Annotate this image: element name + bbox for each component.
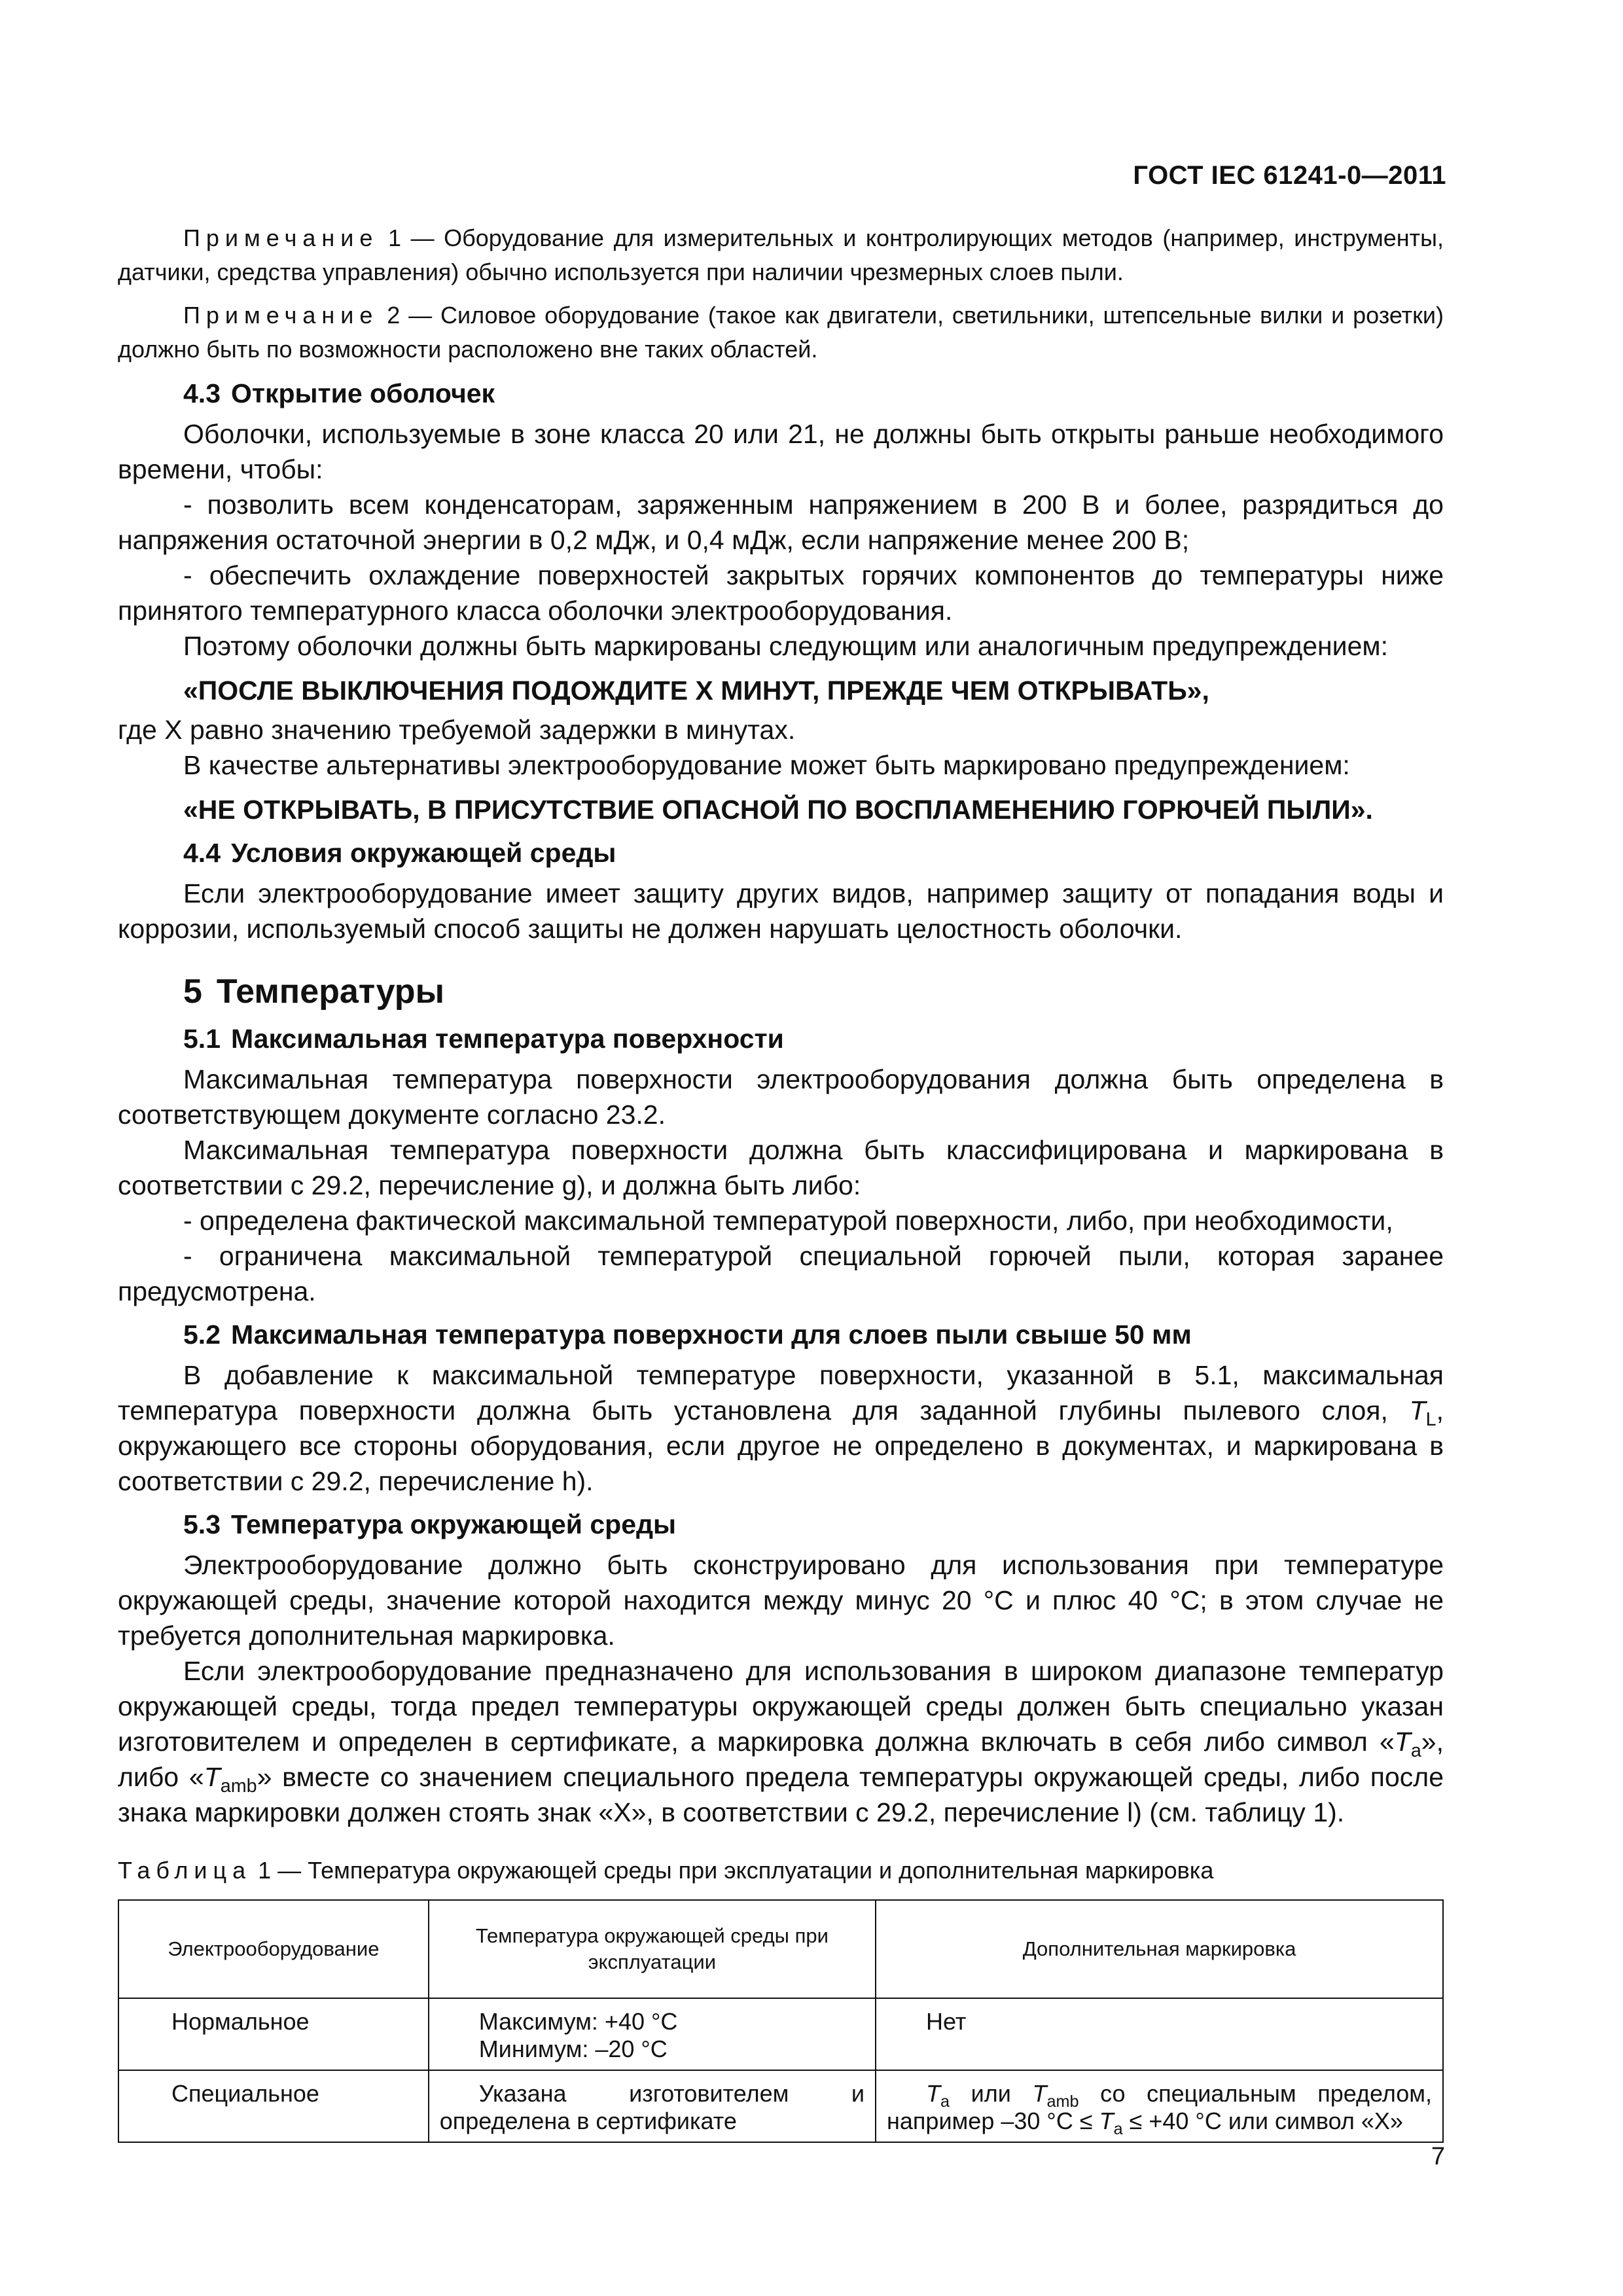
caption-text: 1 — Температура окружающей среды при эксплуатации и дополнительная маркировка xyxy=(251,1857,1214,1884)
paragraph: Максимальная температура поверхности должна быть классифицирована и маркирована в соответствии с 29.2, перечисление g), и должна быть либо: xyxy=(118,1135,1444,1200)
text-run: Если электрооборудование предназначено для использования в широком диапазоне температур окружающей среды, тогда предел температуры окружающей среды должен быть специально указан изготовителем и определен в сертификате, а маркировка должна включать в себя либо символ « xyxy=(118,1656,1444,1757)
table-cell: Указана изготовителем и определена в сертификате xyxy=(429,2070,876,2142)
table-cell: Нормальное xyxy=(118,1998,429,2070)
paragraph xyxy=(118,1357,1444,1499)
text-run: или xyxy=(950,2080,1033,2107)
chapter-title: Температуры xyxy=(216,973,444,1011)
section-heading-5-1 xyxy=(118,1021,1444,1056)
text-run: ≤ +40 °С или символ «X» xyxy=(1122,2108,1403,2134)
text-run: В добавление к максимальной температуре поверхности, указанной в 5.1, максимальная температура поверхности должна быть установлена для заданной глубины пылевого слоя, xyxy=(118,1360,1444,1426)
section-heading-4-4 xyxy=(118,835,1444,870)
subscript-l: L xyxy=(1425,1409,1436,1431)
page-number: 7 xyxy=(1431,2143,1445,2170)
warning-text-2: «НЕ ОТКРЫВАТЬ, В ПРИСУТСТВИЕ ОПАСНОЙ ПО ВОСПЛАМЕНЕНИЮ ГОРЮЧЕЙ ПЫЛИ». xyxy=(183,795,1373,825)
paragraph: В качестве альтернативы электрооборудование может быть маркировано предупреждением: xyxy=(183,750,1350,780)
cell-line: Максимум: +40 °С xyxy=(478,2008,678,2035)
list-item: - определена фактической максимальной температурой поверхности, либо, при необходимости, xyxy=(183,1206,1393,1236)
section-number: 5.2 xyxy=(183,1319,221,1350)
text-run: » вместе со значением специального предела температуры окружающей среды, либо после знака маркировки должен стоять знак «X», в соответствии с 29.2, перечисление l) (см. таблицу 1). xyxy=(118,1762,1444,1827)
table-cell: Нет xyxy=(876,1998,1443,2070)
warning-text-1: «ПОСЛЕ ВЫКЛЮЧЕНИЯ ПОДОЖДИТЕ X МИНУТ, ПРЕЖДЕ ЧЕМ ОТКРЫВАТЬ», xyxy=(183,675,1209,706)
table-header-row xyxy=(118,1900,1443,1998)
table-cell: Специальное xyxy=(118,2070,429,2142)
paragraph: Поэтому оболочки должны быть маркированы следующим или аналогичным предупреждением: xyxy=(183,631,1388,661)
list-item: - обеспечить охлаждение поверхностей закрытых горячих компонентов до температуры ниже принятого температурного класса оболочки электрооборудования. xyxy=(118,560,1444,626)
table-caption xyxy=(118,1855,1444,1886)
section-number: 4.4 xyxy=(183,838,221,868)
section-number: 4.3 xyxy=(183,378,221,408)
ambient-temperature-table xyxy=(118,1899,1444,2143)
chapter-heading-5 xyxy=(118,970,1444,1013)
subscript-a: a xyxy=(1113,2120,1123,2139)
note-label: Примечание xyxy=(183,224,379,251)
subscript-a: a xyxy=(1410,1740,1421,1762)
text-run: », либо « xyxy=(118,1727,1444,1792)
section-title: Температура окружающей среды xyxy=(231,1509,677,1539)
section-title: Максимальная температура поверхности xyxy=(231,1024,784,1054)
symbol-t: T xyxy=(1409,1395,1426,1426)
table-cell xyxy=(429,1998,876,2070)
document-body xyxy=(118,221,1444,2143)
symbol-t: T xyxy=(1099,2108,1114,2134)
note-2 xyxy=(118,298,1444,367)
paragraph: Электрооборудование должно быть сконструировано для использования при температуре окружающей среды, значение которой находится между минус 20 °С и плюс 40 °С; в этом случае не требуется дополнительная маркировка. xyxy=(118,1550,1444,1651)
table-cell xyxy=(876,2070,1443,2142)
section-title: Открытие оболочек xyxy=(231,378,495,408)
section-number: 5.1 xyxy=(183,1024,221,1054)
section-title: Максимальная температура поверхности для слоев пыли свыше 50 мм xyxy=(231,1319,1192,1350)
section-heading-5-2 xyxy=(118,1317,1444,1352)
section-number: 5.3 xyxy=(183,1509,221,1539)
section-title: Условия окружающей среды xyxy=(231,838,616,868)
list-item: - ограничена максимальной температурой специальной горючей пыли, которая заранее предусмотрена. xyxy=(118,1241,1444,1306)
table-row xyxy=(118,2070,1443,2142)
chapter-number: 5 xyxy=(183,973,202,1011)
note-text: 2 — Силовое оборудование (такое как двигатели, светильники, штепсельные вилки и розетки) должно быть по возможности расположено вне таких областей. xyxy=(118,302,1444,363)
subscript-amb: amb xyxy=(220,1776,257,1797)
column-header: Дополнительная маркировка xyxy=(876,1900,1443,1998)
note-1 xyxy=(118,221,1444,289)
paragraph: где X равно значению требуемой задержки в минутах. xyxy=(118,715,796,745)
paragraph: Максимальная температура поверхности электрооборудования должна быть определена в соответствующем документе согласно 23.2. xyxy=(118,1064,1444,1130)
subscript-amb: amb xyxy=(1046,2092,1079,2111)
symbol-t: T xyxy=(204,1762,221,1792)
cell-line: Минимум: –20 °С xyxy=(478,2036,668,2062)
symbol-t: T xyxy=(1032,2080,1047,2107)
column-header: Температура окружающей среды при эксплуатации xyxy=(429,1900,876,1998)
note-text: 1 — Оборудование для измерительных и контролирующих методов (например, инструменты, датчики, средства управления) обычно используется при наличии чрезмерных слоев пыли. xyxy=(118,224,1444,285)
paragraph: Если электрооборудование имеет защиту других видов, например защиту от попадания воды и коррозии, используемый способ защиты не должен нарушать целостность оболочки. xyxy=(118,878,1444,944)
page-header: ГОСТ IEC 61241-0—2011 xyxy=(1133,161,1446,190)
section-heading-5-3 xyxy=(118,1507,1444,1542)
paragraph xyxy=(118,1653,1444,1830)
symbol-t: T xyxy=(926,2080,941,2107)
column-header: Электрооборудование xyxy=(118,1900,429,1998)
subscript-a: a xyxy=(940,2092,950,2111)
paragraph: Оболочки, используемые в зоне класса 20 или 21, не должны быть открыты раньше необходимого времени, чтобы: xyxy=(118,419,1444,484)
caption-label: Таблица xyxy=(118,1857,252,1884)
list-item: - позволить всем конденсаторам, заряженным напряжением в 200 В и более, разрядиться до напряжения остаточной энергии в 0,2 мДж, и 0,4 мДж, если напряжение менее 200 В; xyxy=(118,490,1444,555)
section-heading-4-3 xyxy=(118,376,1444,411)
symbol-t: T xyxy=(1394,1727,1411,1757)
note-label: Примечание xyxy=(183,302,379,329)
text-run: со специальным пределом, например –30 °С ≤ xyxy=(887,2080,1433,2134)
text-run: , окружающего все стороны оборудования, если другое не определено в документах, и маркирована в соответствии с 29.2, перечисление h). xyxy=(118,1395,1444,1496)
table-row xyxy=(118,1998,1443,2070)
